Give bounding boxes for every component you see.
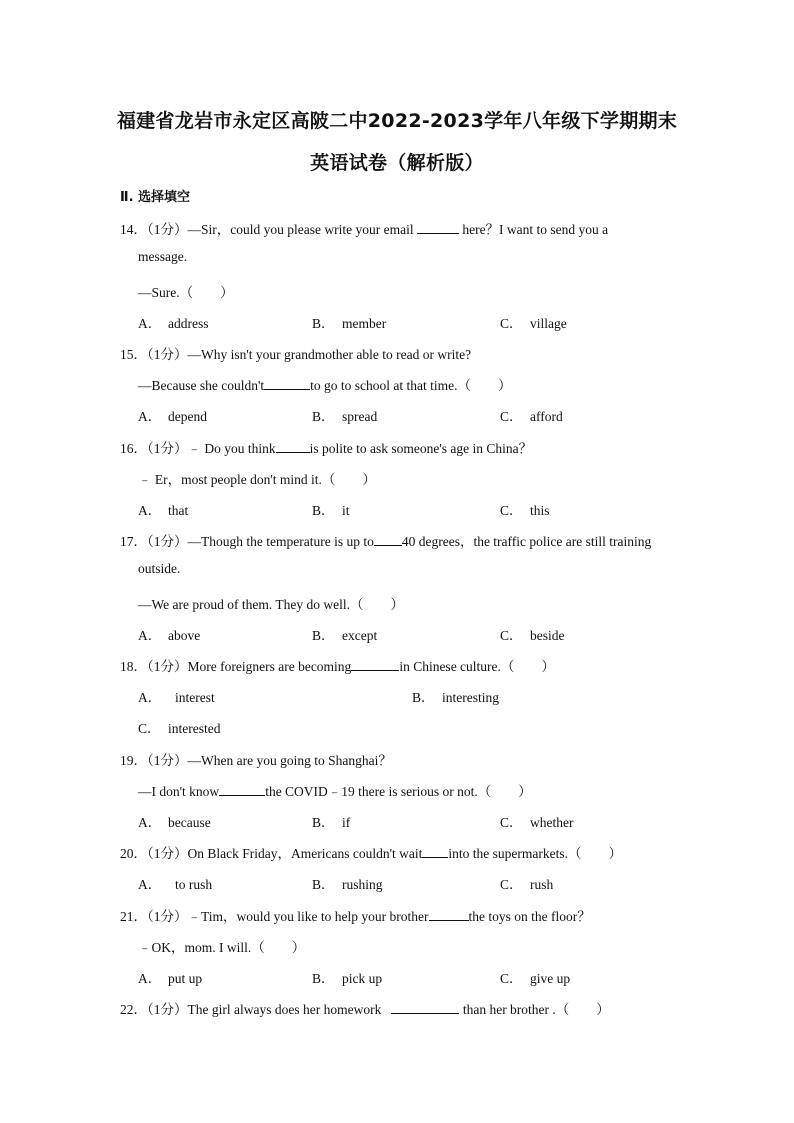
question-18-stem: 18．（1分）More foreigners are becoming in Chinese culture.（ ） xyxy=(120,659,555,674)
question-18-option-c[interactable]: C． interested xyxy=(138,721,221,736)
question-16-option-a[interactable]: A． that xyxy=(138,503,189,518)
answer-blank xyxy=(264,378,310,390)
question-17-option-c[interactable]: C． beside xyxy=(500,628,565,643)
question-19-option-c[interactable]: C． whether xyxy=(500,815,574,830)
question-17-stem-cont: outside. xyxy=(138,561,181,576)
question-20-option-b[interactable]: B． rushing xyxy=(312,877,383,892)
question-17-option-a[interactable]: A． above xyxy=(138,628,201,643)
question-14-option-c[interactable]: C． village xyxy=(500,316,567,331)
question-21-stem: 21．（1分）﹣Tim，would you like to help your brother the toys on the floor？ xyxy=(120,909,591,924)
question-16-stem: 16．（1分）﹣ Do you think is polite to ask someone's age in China？ xyxy=(120,441,533,456)
question-15-reply: —Because she couldn't to go to school at that time.（ ） xyxy=(138,378,512,393)
question-21-reply: ﹣OK，mom. I will.（ ） xyxy=(138,940,306,955)
document-title-line-1: 福建省龙岩市永定区高陂二中2022-2023学年八年级下学期期末 xyxy=(116,110,678,132)
question-14-option-a[interactable]: A． address xyxy=(138,316,209,331)
answer-blank xyxy=(429,909,469,921)
question-17-stem: 17．（1分）—Though the temperature is up to 40 degrees，the traffic police are still training xyxy=(120,534,652,549)
question-22-stem: 22．（1分）The girl always does her homework than her brother .（ ） xyxy=(120,1002,610,1017)
question-14-reply: —Sure.（ ） xyxy=(138,285,234,300)
question-14-option-b[interactable]: B． member xyxy=(312,316,387,331)
question-14-stem: 14．（1分）—Sir，could you please write your email here？I want to send you a xyxy=(120,222,609,237)
question-21-option-a[interactable]: A． put up xyxy=(138,971,203,986)
answer-blank xyxy=(374,534,402,546)
question-15-option-c[interactable]: C． afford xyxy=(500,409,563,424)
question-20-stem: 20．（1分）On Black Friday，Americans couldn't wait into the supermarkets.（ ） xyxy=(120,846,622,861)
question-19-option-a[interactable]: A． because xyxy=(138,815,211,830)
answer-blank xyxy=(219,784,265,796)
answer-blank xyxy=(417,222,459,234)
question-17-reply: —We are proud of them. They do well.（ ） xyxy=(138,597,404,612)
question-15-option-a[interactable]: A． depend xyxy=(138,409,207,424)
question-19-option-b[interactable]: B． if xyxy=(312,815,351,830)
question-14-stem-cont: message. xyxy=(138,249,188,264)
answer-blank xyxy=(351,659,399,671)
question-21-option-b[interactable]: B． pick up xyxy=(312,971,383,986)
answer-blank xyxy=(276,441,310,453)
question-15-option-b[interactable]: B． spread xyxy=(312,409,378,424)
answer-blank xyxy=(391,1002,459,1014)
section-heading: Ⅱ. 选择填空 xyxy=(120,190,191,205)
question-16-option-c[interactable]: C． this xyxy=(500,503,550,518)
question-18-option-b[interactable]: B． interesting xyxy=(412,690,499,705)
question-20-option-a[interactable]: A． to rush xyxy=(138,877,213,892)
question-16-reply: ﹣ Er，most people don't mind it.（ ） xyxy=(138,472,376,487)
question-18-option-a[interactable]: A． interest xyxy=(138,690,215,705)
question-19-reply: —I don't know the COVID﹣19 there is serious or not.（ ） xyxy=(138,784,532,799)
question-16-option-b[interactable]: B． it xyxy=(312,503,350,518)
answer-blank xyxy=(422,846,448,858)
question-17-option-b[interactable]: B． except xyxy=(312,628,378,643)
question-19-stem: 19．（1分）—When are you going to Shanghai？ xyxy=(120,753,392,768)
question-15-stem: 15．（1分）—Why isn't your grandmother able to read or write? xyxy=(120,347,472,362)
question-21-option-c[interactable]: C． give up xyxy=(500,971,571,986)
question-20-option-c[interactable]: C． rush xyxy=(500,877,554,892)
document-title-line-2: 英语试卷（解析版） xyxy=(310,152,484,174)
